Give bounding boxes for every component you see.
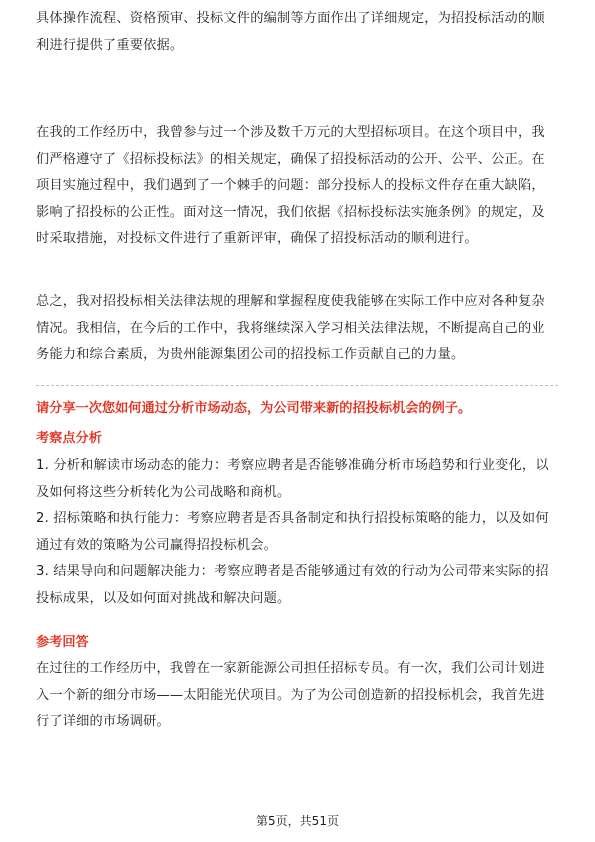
paragraph-intro-continuation: 具体操作流程、资格预审、投标文件的编制等方面作出了详细规定，为招投标活动的顺利进行提供了重要依据。: [36, 11, 545, 53]
interview-question: 请分享一次您如何通过分析市场动态，为公司带来新的招投标机会的例子。: [36, 401, 472, 416]
answer-heading: 参考回答: [36, 635, 89, 650]
analysis-item-1: 1. 分析和解读市场动态的能力：考察应聘者是否能够准确分析市场趋势和行业变化，以及如何将这些分析转化为公司战略和商机。: [36, 458, 549, 500]
analysis-item-3: 3. 结果导向和问题解决能力：考察应聘者是否能够通过有效的行动为公司带来实际的招投标成果，以及如何面对挑战和解决问题。: [36, 564, 549, 606]
analysis-item-2: 2. 招标策略和执行能力：考察应聘者是否具备制定和执行招投标策略的能力，以及如何通过有效的策略为公司赢得招投标机会。: [36, 511, 549, 553]
paragraph-experience: 在我的工作经历中，我曾参与过一个涉及数千万元的大型招标项目。在这个项目中，我们严格遵守了《招标投标法》的相关规定，确保了招投标活动的公开、公平、公正。在项目实施过程中，我们遇到了一个棘手的问题：部分投标人的投标文件存在重大缺陷，影响了招投标的公正性。面对这一情况，我们依据《招标投标法实施条例》的规定，及时采取措施，对投标文件进行了重新评审，确保了招投标活动的顺利进行。: [36, 125, 545, 246]
answer-text: 在过往的工作经历中，我曾在一家新能源公司担任招标专员。有一次，我们公司计划进入一个新的细分市场——太阳能光伏项目。为了为公司创造新的招投标机会，我首先进行了详细的市场调研。: [36, 661, 545, 729]
paragraph-conclusion: 总之，我对招投标相关法律法规的理解和掌握程度使我能够在实际工作中应对各种复杂情况。我相信，在今后的工作中，我将继续深入学习相关法律法规，不断提高自己的业务能力和综合素质，为贵州能源集团公司的招投标工作贡献自己的力量。: [36, 294, 545, 362]
section-divider: [36, 385, 558, 386]
page-number: 第5页，共51页: [256, 814, 339, 828]
analysis-heading: 考察点分析: [36, 431, 102, 446]
